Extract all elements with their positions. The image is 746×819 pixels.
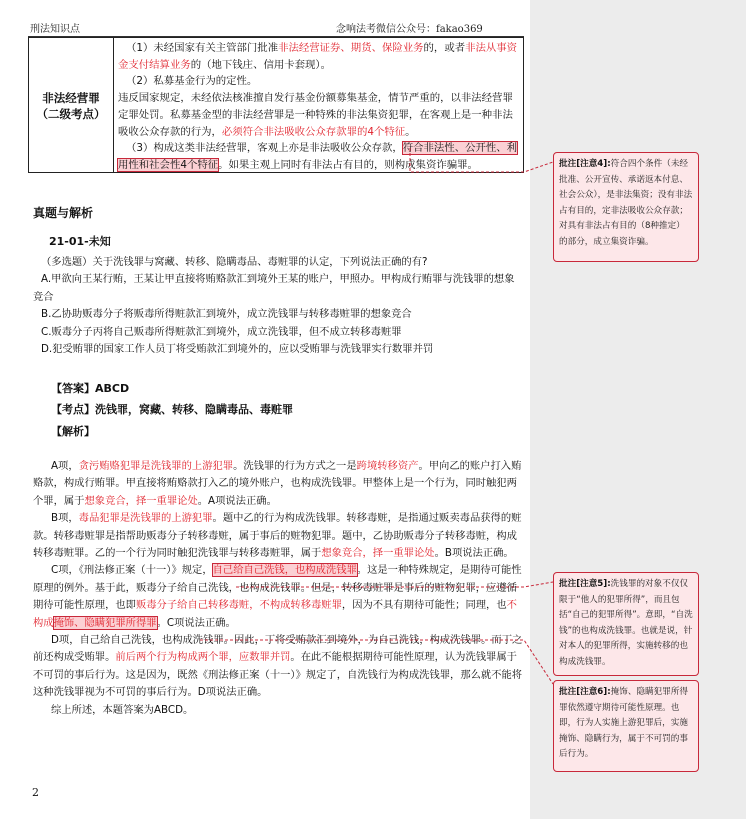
option-d: D.犯受贿罪的国家工作人员丁将受贿款汇到境外的，应以受贿罪与洗钱罪实行数罪并罚 (41, 343, 434, 356)
analysis-b: B项，毒品犯罪是洗钱罪的上游犯罪。题中乙的行为构成洗钱罪。转移毒赃，是指通过贩卖毒品获得的赃款。转移毒赃罪是指帮助贩毒分子转移毒赃，属于事后的赃物犯罪。题中，乙协助贩毒分子转移毒赃，构成转移毒赃罪。乙的一个行为同时触犯洗钱罪与转移毒赃罪，属于想象竞合，择一重罪论处。B项说法正确。 (33, 512, 522, 560)
option-c: C.贩毒分子丙将自己贩毒所得赃款汇到境外，成立洗钱罪，但不成立转移毒赃罪 (41, 325, 402, 338)
header-right: 念响法考微信公众号：fakao369 (336, 24, 483, 35)
section-title: 真题与解析 (33, 206, 94, 220)
option-a: A.甲欲向王某行贿，王某让甲直接将贿赂款汇到境外王某的账户，甲照办。甲构成行贿罪与洗钱罪的想象竞合 (33, 273, 515, 303)
comment-anchor-5[interactable]: 自己给自己洗钱，也构成洗钱罪 (212, 564, 357, 577)
note-4-text: 符合四个条件（未经批准、公开宣传、承诺返本付息、社会公众），是非法集资；没有非法占有目的，定非法吸收公众存款；对具有非法占有目的（8种推定）的部分，成立集资诈骗。 (559, 159, 693, 247)
question-id: 21-01-未知 (49, 235, 111, 248)
answer-block (33, 380, 523, 442)
question-stem: （多选题）关于洗钱罪与窝藏、转移、隐瞒毒品、毒赃罪的认定，下列说法正确的有? (41, 256, 428, 268)
comment-anchor-4[interactable]: 符合非法性、公开性、利用性和社会性4个特征 (118, 142, 518, 171)
note-6-tag: 批注[注意6]: (559, 687, 611, 697)
comment-note-5[interactable] (553, 572, 699, 676)
note-5-text: 洗钱罪的对象不仅仅限于“他人的犯罪所得”，而且包括“自己的犯罪所得”。意即，“自洗钱”的也构成洗钱罪。也就是说，针对本人的犯罪所得，实施转移的也构成洗钱罪。 (559, 579, 693, 667)
note-6-text: 掩饰、隐瞒犯罪所得罪依然遵守期待可能性原理。也即，行为人实施上游犯罪后，实施掩饰、隐瞒行为，属于不可罚的事后行为。 (559, 687, 689, 760)
table-label-sub: （二级考点） (36, 107, 106, 121)
comment-note-4[interactable] (553, 152, 699, 262)
header-left: 刑法知识点 (30, 24, 80, 35)
table-para-1: （1）未经国家有关主管部门批准非法经营证券、期货、保险业务的，或者非法从事资金支付结算业务的（地下钱庄、信用卡套现）。 (118, 42, 518, 71)
analysis-c: C项，《刑法修正案（十一）》规定，自己给自己洗钱，也构成洗钱罪。这是一种特殊规定，是期待可能性原理的例外。基于此，贩毒分子给自己洗钱，也构成洗钱罪。但是，转移毒赃罪是事后的赃物犯罪，应遵循期待可能性原理，也即贩毒分子给自己转移毒赃，不构成转移毒赃罪，因为不具有期待可能性；同理，也不构成掩饰、隐瞒犯罪所得罪。C项说法正确。 (33, 564, 522, 629)
comment-note-6[interactable] (553, 680, 699, 772)
table-label-cell (29, 38, 114, 172)
comment-anchor-6[interactable]: 掩饰、隐瞒犯罪所得罪 (53, 616, 157, 629)
note-5-tag: 批注[注意5]: (559, 579, 611, 589)
question-block (33, 254, 523, 358)
table-content-cell (118, 40, 520, 174)
table-para-2: （2）私募基金行为的定性。 (126, 75, 258, 88)
option-b: B.乙协助贩毒分子将贩毒所得赃款汇到境外，成立洗钱罪与转移毒赃罪的想象竞合 (41, 308, 412, 321)
analysis-label: 【解析】 (51, 424, 95, 438)
analysis-a: A项，贪污贿赂犯罪是洗钱罪的上游犯罪。洗钱罪的行为方式之一是跨境转移资产。甲向乙的账户打入贿赂款，构成行贿罪。甲直接将贿赂款打入乙的境外账户，也构成洗钱罪。甲整体上是一个行为，同时触犯两个罪，属于想象竞合，择一重罪论处。A项说法正确。 (33, 460, 522, 507)
analysis-d: D项，自己给自己洗钱，也构成洗钱罪。因此，丁将受贿款汇到境外，为自己洗钱，构成洗钱罪。而丁之前还构成受贿罪。前后两个行为构成两个罪，应数罪并罚。在此不能根据期待可能性原理，认为洗钱罪属于不可罚的事后行为。这是因为，既然《刑法修正案（十一）》规定了，自洗钱行为构成洗钱罪，那么就不能将这种洗钱罪视为不可罚的事后行为。D项说法正确。 (33, 634, 523, 699)
answer-label: 【答案】ABCD (51, 382, 130, 395)
knowledge-table (28, 37, 524, 173)
point-label: 【考点】洗钱罪，窝藏、转移、隐瞒毒品、毒赃罪 (51, 403, 293, 417)
note-4-tag: 批注[注意4]: (559, 159, 611, 169)
table-para-4: （3）构成这类非法经营罪，客观上亦是非法吸收公众存款，符合非法性、公开性、利用性和社会性4个特征。如果主观上同时有非法占有目的，则构成集资诈骗罪。 (118, 142, 518, 171)
table-label-title: 非法经营罪 (42, 91, 100, 105)
analysis-block (33, 458, 523, 719)
table-para-3: 违反国家规定，未经依法核准擅自发行基金份额募集基金，情节严重的，以非法经营罪定罪处罚。私募基金型的非法经营罪是一种特殊的非法集资犯罪，在客观上是一种非法吸收公众存款的行为，必须符合非法吸收公众存款罪的4个特征。 (118, 92, 513, 138)
analysis-summary: 综上所述，本题答案为ABCD。 (51, 703, 194, 716)
page-number: 2 (32, 786, 39, 799)
